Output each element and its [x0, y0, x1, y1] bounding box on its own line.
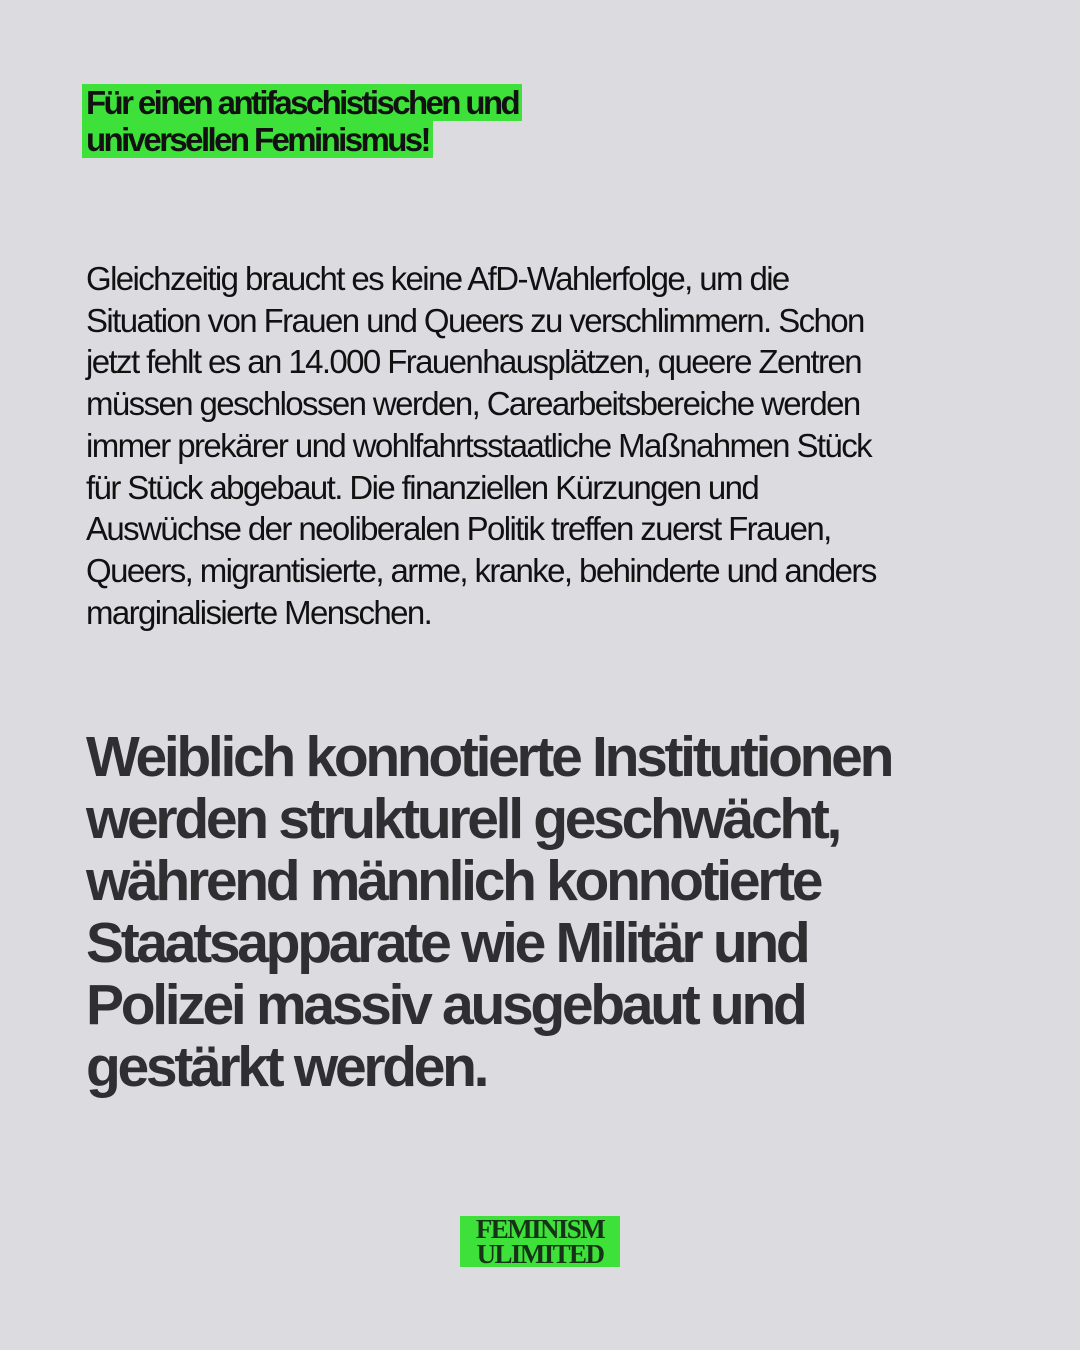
quote-line: werden strukturell geschwächt, [86, 787, 840, 851]
brand-logo [460, 1216, 620, 1267]
quote-line: während männlich konnotierte [86, 849, 821, 913]
title-block [82, 84, 722, 158]
quote-line: Staatsapparate wie Militär und [86, 911, 808, 975]
body-line: jetzt fehlt es an 14.000 Frauenhausplätzen, queere Zentren [86, 343, 861, 381]
body-line: Queers, migrantisierte, arme, kranke, behinderte und anders [86, 551, 876, 589]
body-line: für Stück abgebaut. Die finanziellen Kürzungen und [86, 468, 759, 506]
quote-line: gestärkt werden. [86, 1035, 487, 1099]
body-paragraph [86, 258, 1046, 633]
body-line: müssen geschlossen werden, Carearbeitsbereiche werden [86, 385, 860, 423]
body-line: Situation von Frauen und Queers zu verschlimmern. Schon [86, 301, 864, 339]
pull-quote [86, 726, 1046, 1098]
body-line: marginalisierte Menschen. [86, 593, 432, 631]
body-line: Gleichzeitig braucht es keine AfD-Wahlerfolge, um die [86, 260, 789, 297]
body-line: immer prekärer und wohlfahrtsstaatliche Maßnahmen Stück [86, 426, 872, 464]
title-line-1: Für einen antifaschistischen und [82, 84, 522, 121]
logo-line-2: ULIMITED [476, 1239, 604, 1267]
quote-line: Weiblich konnotierte Institutionen [86, 725, 892, 789]
body-line: Auswüchse der neoliberalen Politik treffen zuerst Frauen, [86, 510, 831, 548]
title-line-2: universellen Feminismus! [82, 121, 433, 158]
logo-line-1: FEMINISM [475, 1216, 605, 1244]
quote-line: Polizei massiv ausgebaut und [86, 973, 805, 1037]
